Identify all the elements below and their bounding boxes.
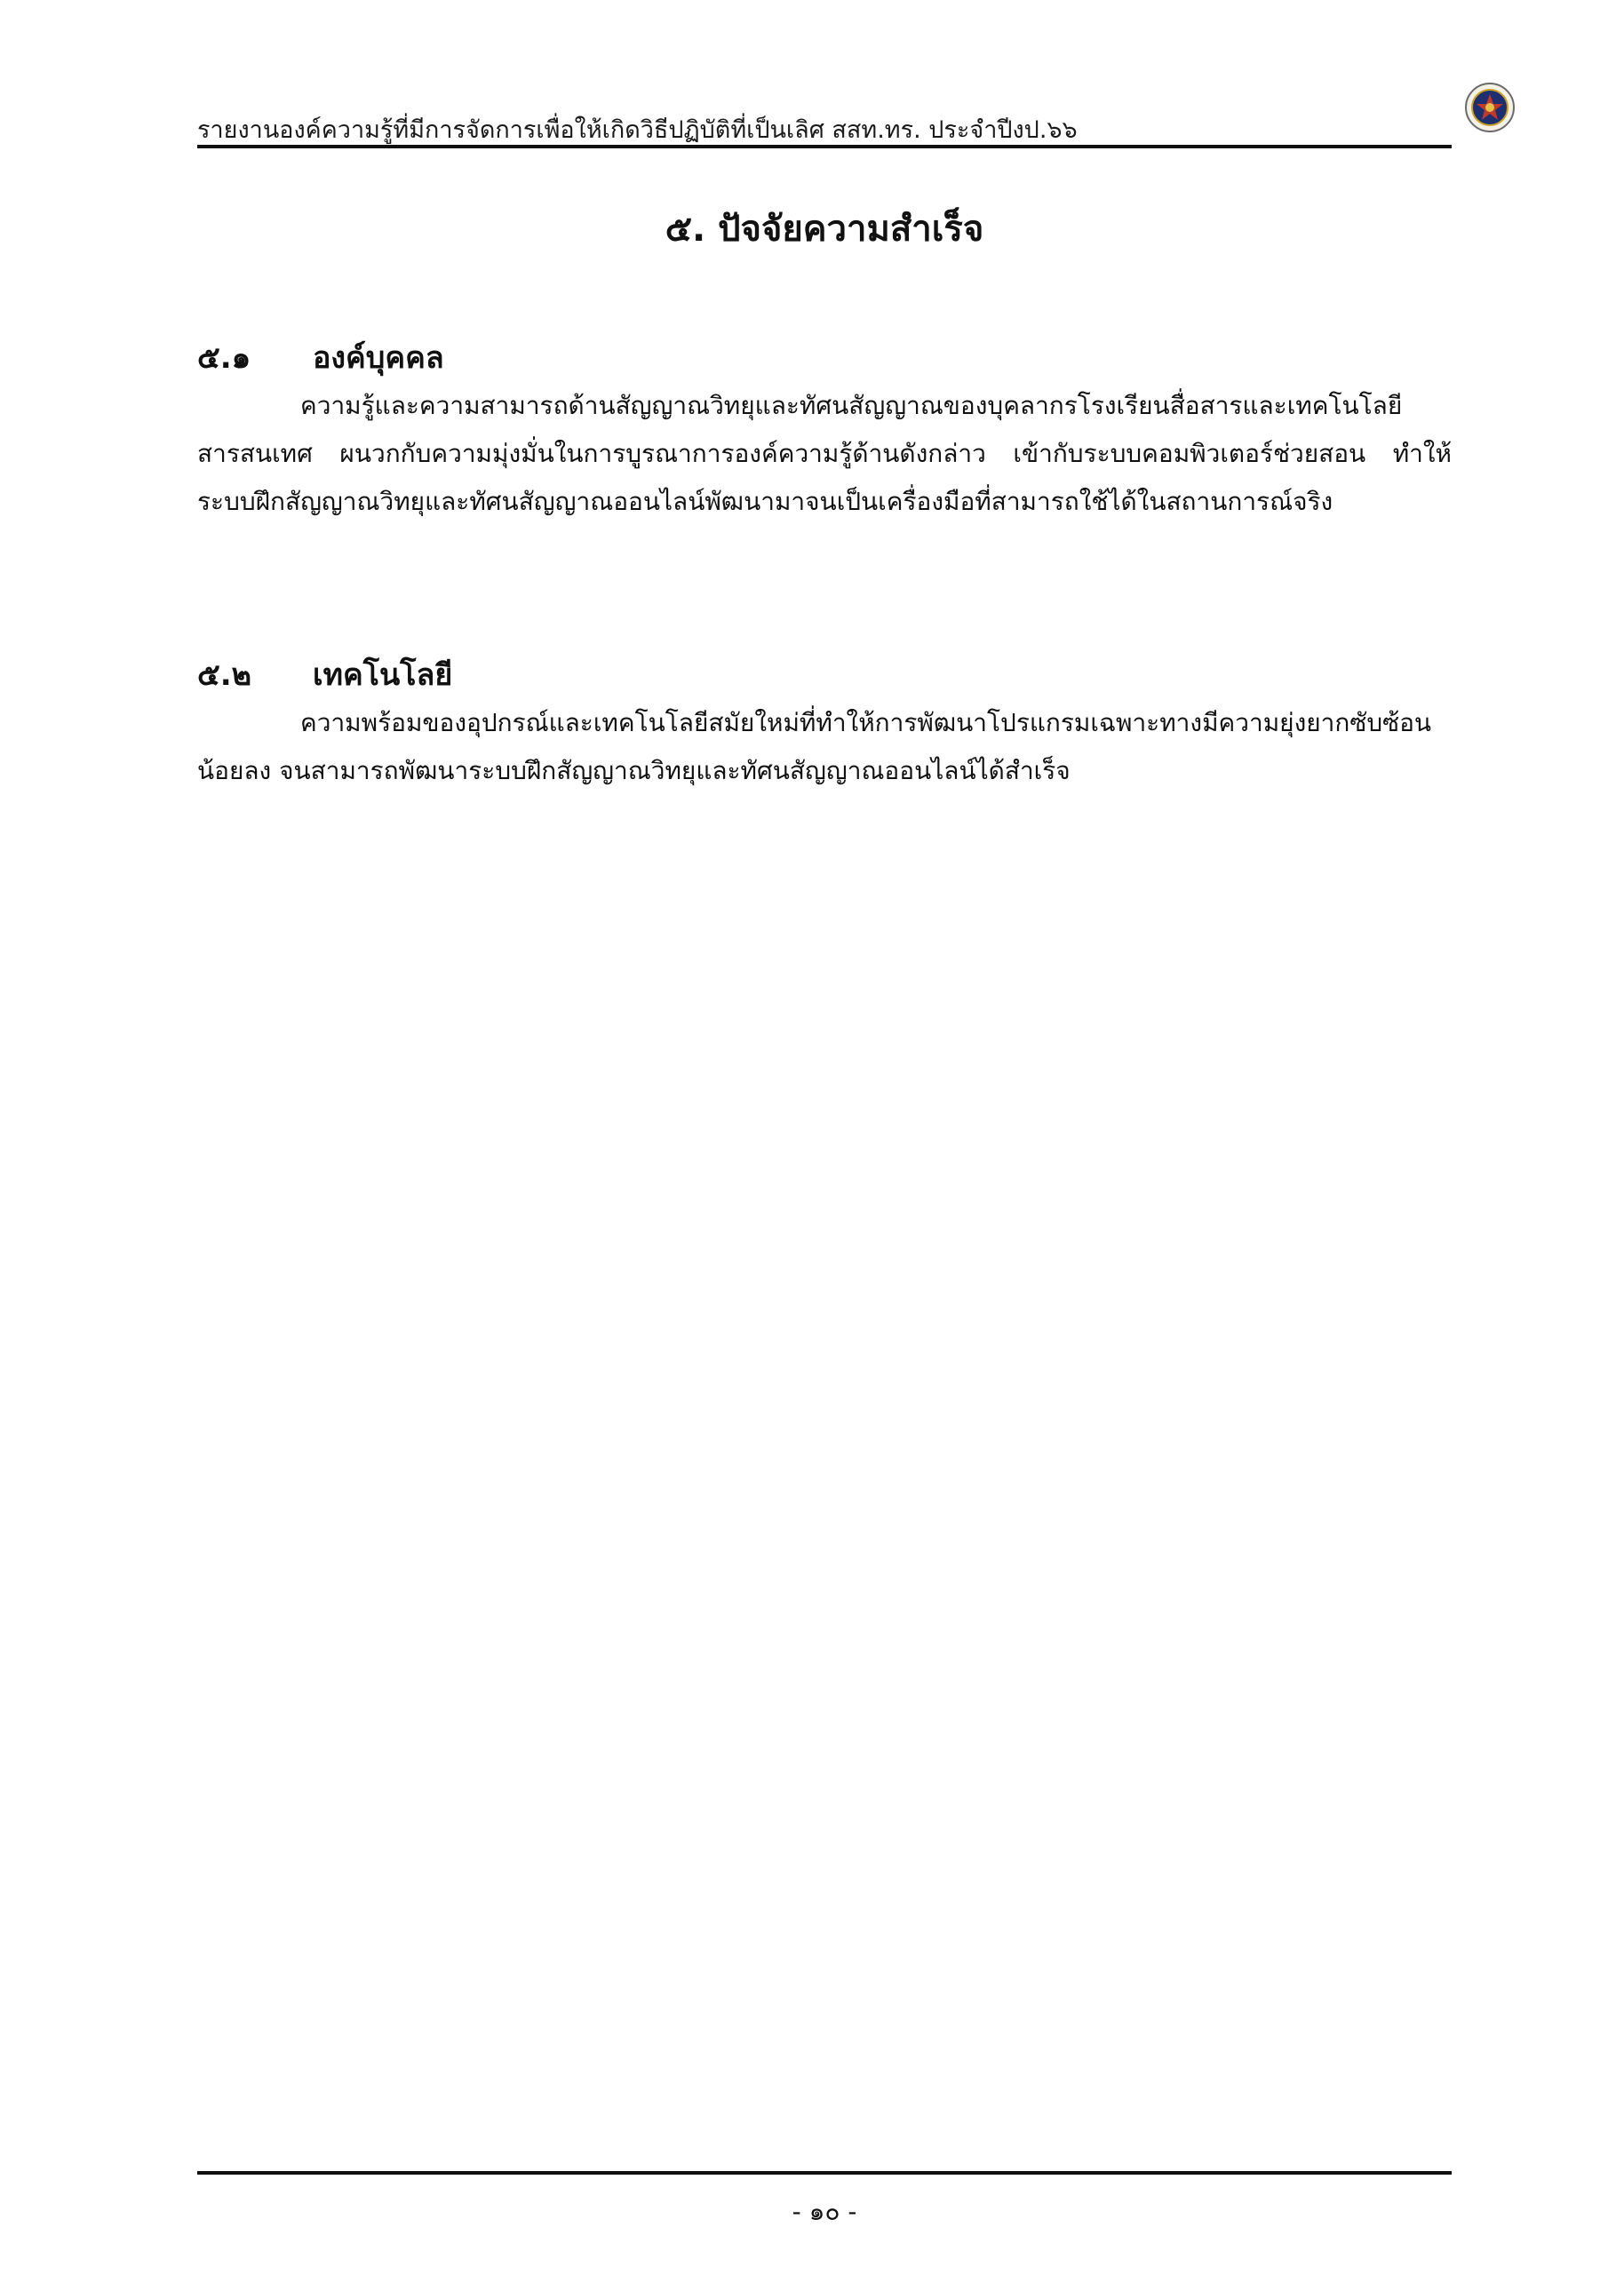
- section-heading-2: [197, 653, 1452, 697]
- header-title: รายงานองค์ความรู้ที่มีการจัดการเพื่อให้เกิดวิธีปฏิบัติที่เป็นเลิศ สสท.ทร. ประจำปีงป.๖๖: [197, 116, 1078, 144]
- page-number: - ๑๐ -: [792, 2197, 857, 2226]
- section-number: ๕.๑: [197, 340, 251, 376]
- section-heading-1: [197, 336, 1452, 380]
- section-number: ๕.๒: [197, 657, 252, 693]
- page-header: [197, 105, 1452, 149]
- section-title: เทคโนโลยี: [313, 657, 453, 693]
- navy-emblem-icon: [1464, 82, 1516, 133]
- header-divider: [197, 145, 1452, 148]
- section-title: องค์บุคคล: [313, 340, 444, 376]
- footer-divider: [197, 2171, 1452, 2175]
- section-2-paragraph: ความพร้อมของอุปกรณ์และเทคโนโลยีสมัยใหม่ที่ทำให้การพัฒนาโปรแกรมเฉพาะทางมีความยุ่งยากซับซ้อนน้อยลง จนสามารถพัฒนาระบบฝึกสัญญาณวิทยุและทัศนสัญญาณออนไลน์ได้สำเร็จ: [197, 708, 1432, 785]
- section-1-paragraph: ความรู้และความสามารถด้านสัญญาณวิทยุและทัศนสัญญาณของบุคลากรโรงเรียนสื่อสารและเทคโนโลยีสารสนเทศ ผนวกกับความมุ่งมั่นในการบูรณาการองค์ความรู้ด้านดังกล่าว เข้ากับระบบคอมพิวเตอร์ช่วยสอน ทำให้ระบบฝึกสัญญาณวิทยุและทัศนสัญญาณออนไลน์พัฒนามาจนเป็นเครื่องมือที่สามารถใช้ได้ในสถานการณ์จริง: [197, 391, 1452, 516]
- chapter-title: ๕. ปัจจัยความสำเร็จ: [665, 209, 984, 250]
